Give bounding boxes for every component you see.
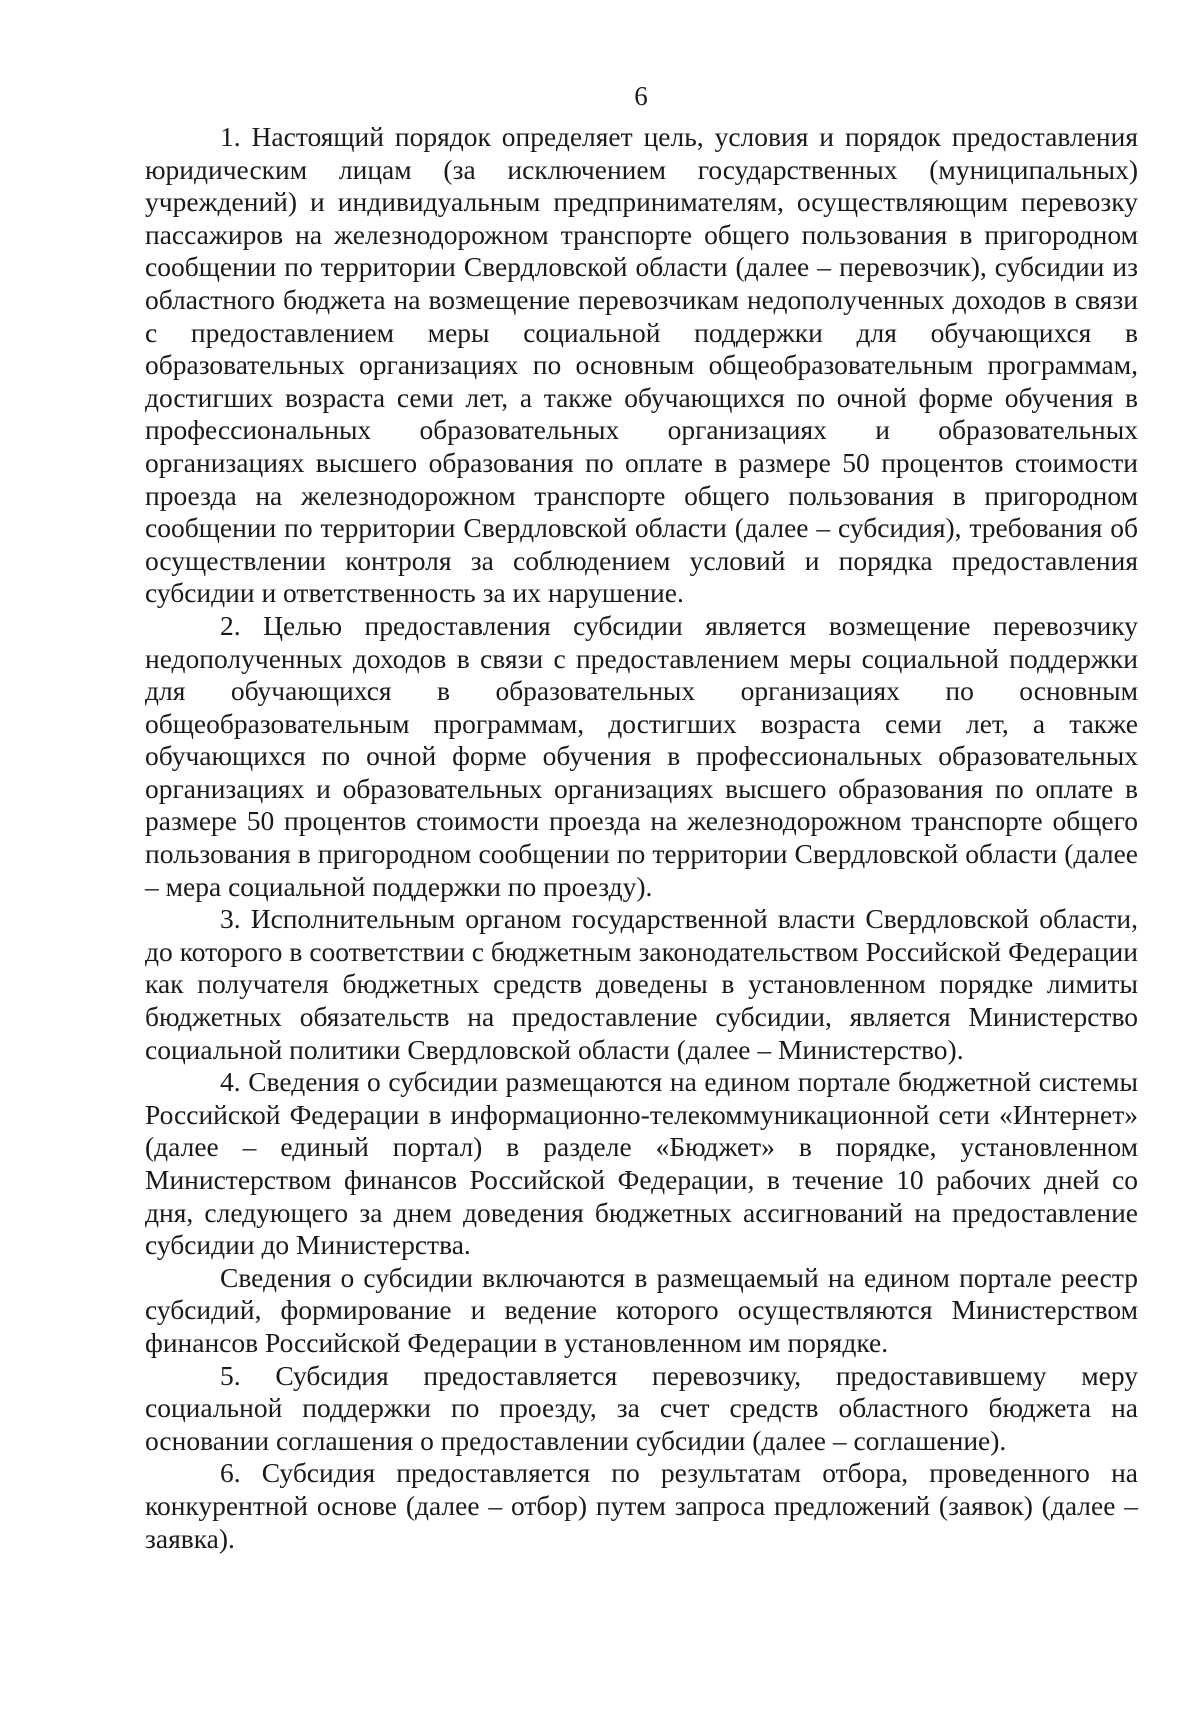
paragraph-3: 3. Исполнительным органом государственной власти Свердловской области, до которого в соответствии с бюджетным законодательством Российской Федерации как получателя бюджетных средств доведены в установленном порядке лимиты бюджетных обязательств на предоставление субсидии, является Министерство социальной политики Свердловской области (далее – Министерство). bbox=[145, 903, 1138, 1065]
paragraph-4-continuation: Сведения о субсидии включаются в размещаемый на едином портале реестр субсидий, формирование и ведение которого осуществляются Министерством финансов Российской Федерации в установленном им порядке. bbox=[145, 1261, 1138, 1358]
paragraph-4: 4. Сведения о субсидии размещаются на едином портале бюджетной системы Российской Федерации в информационно-телекоммуникационной сети «Интернет» (далее – единый портал) в разделе «Бюджет» в порядке, установленном Министерством финансов Российской Федерации, в течение 10 рабочих дней со дня, следующего за днем доведения бюджетных ассигнований на предоставление субсидии до Министерства. bbox=[145, 1066, 1138, 1261]
paragraph-2: 2. Целью предоставления субсидии является возмещение перевозчику недополученных доходов в связи с предоставлением меры социальной поддержки для обучающихся в образовательных организациях по основным общеобразовательным программам, достигших возраста семи лет, а также обучающихся по очной форме обучения в профессиональных образовательных организациях и образовательных организациях высшего образования по оплате в размере 50 процентов стоимости проезда на железнодорожном транспорте общего пользования в пригородном сообщении по территории Свердловской области (далее – мера социальной поддержки по проезду). bbox=[145, 609, 1138, 902]
paragraph-1: 1. Настоящий порядок определяет цель, условия и порядок предоставления юридическим лицам (за исключением государственных (муниципальных) учреждений) и индивидуальным предпринимателям, осуществляющим перевозку пассажиров на железнодорожном транспорте общего пользования в пригородном сообщении по территории Свердловской области (далее – перевозчик), субсидии из областного бюджета на возмещение перевозчикам недополученных доходов в связи с предоставлением меры социальной поддержки для обучающихся в образовательных организациях по основным общеобразовательным программам, достигших возраста семи лет, а также обучающихся по очной форме обучения в профессиональных образовательных организациях и образовательных организациях высшего образования по оплате в размере 50 процентов стоимости проезда на железнодорожном транспорте общего пользования в пригородном сообщении по территории Свердловской области (далее – субсидия), требования об осуществлении контроля за соблюдением условий и порядка предоставления субсидии и ответственность за их нарушение. bbox=[145, 121, 1138, 609]
paragraph-6: 6. Субсидия предоставляется по результатам отбора, проведенного на конкурентной основе (далее – отбор) путем запроса предложений (заявок) (далее – заявка). bbox=[145, 1457, 1138, 1554]
document-body bbox=[145, 121, 1138, 1555]
paragraph-5: 5. Субсидия предоставляется перевозчику, предоставившему меру социальной поддержки по проезду, за счет средств областного бюджета на основании соглашения о предоставлении субсидии (далее – соглашение). bbox=[145, 1359, 1138, 1456]
page-number: 6 bbox=[634, 81, 648, 111]
